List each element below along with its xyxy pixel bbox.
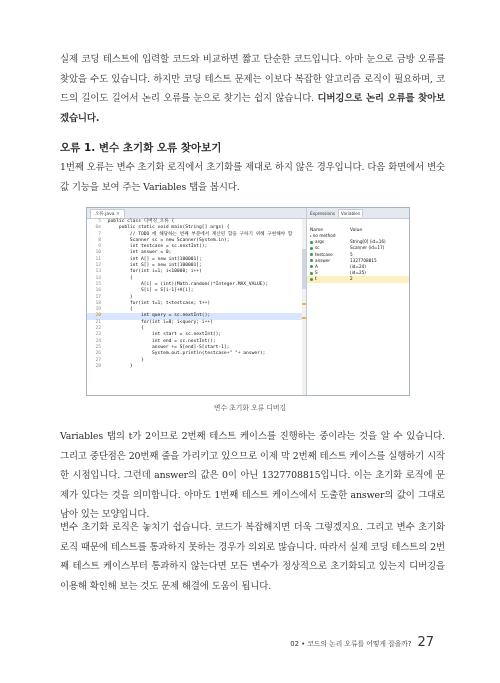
- variable-name: A: [315, 263, 318, 269]
- ruler-marker: [302, 303, 306, 305]
- intro-paragraph: [60, 50, 445, 128]
- paragraph-variables-intro: 1번째 오류는 변수 초기화 로직에서 초기화를 제대로 하지 않은 경우입니다. 다음 화면에서 변숫값 기능을 보여 주는 Variables 탭을 봅시다.: [60, 162, 445, 193]
- editor-tabbar: [87, 208, 306, 219]
- variable-value: (id=25): [350, 270, 366, 276]
- line-number: 14: [95, 275, 101, 281]
- code-text: Scanner sc = new Scanner(System.in);: [105, 237, 230, 243]
- variable-value: Scanner (id=17): [350, 245, 385, 251]
- variables-tabbar: [307, 208, 409, 219]
- page-footer: [290, 635, 434, 650]
- line-number: 9: [98, 244, 101, 250]
- variable-icon: [310, 265, 313, 268]
- debugger-screenshot: [86, 207, 410, 396]
- code-text: S[i] = S[i-1]+A[i];: [105, 288, 194, 294]
- line-number: 8: [98, 237, 101, 243]
- overview-ruler: [302, 219, 306, 395]
- tab-expressions: Expressions: [310, 210, 335, 216]
- intro-bold-text: 디버깅으로 논리 오류를 찾아보겠습니다.: [60, 93, 445, 124]
- variable-icon: [310, 241, 313, 244]
- tab-variables: Variables: [338, 209, 363, 217]
- variable-name: args: [315, 239, 325, 245]
- variable-icon: [310, 253, 313, 256]
- line-number: 6⊖: [95, 225, 101, 231]
- code-text: int A[] = new int[100001];: [105, 256, 202, 262]
- paragraph-analysis: Variables 탭의 t가 2이므로 2번째 테스트 케이스를 진행하는 중이라는 것을 알 수 있습니다. 그리고 중단점은 20번째 줄을 가리키고 있으므로 이제 막 2번째 테스트 케이스를 실행하기 시작한 시점입니다. 그런데 answer의 값은 0이 아닌 1327708815입니다. 이는 초기화 로직에 문제가 있다는 것을 의미합니다. 아마도 1번째 테스트 케이스에서 도출한 answer의 값이 그대로 남아 있는 모양입니다.: [60, 431, 445, 520]
- code-text: int testcase = sc.nextInt();: [105, 244, 208, 250]
- variable-icon: [310, 247, 313, 250]
- variable-name: t: [315, 276, 317, 282]
- code-text: int start = sc.nextInt();: [105, 332, 222, 338]
- line-number: 15: [95, 281, 101, 287]
- page-number: 27: [417, 635, 434, 650]
- code-editor: [87, 208, 307, 395]
- paragraph-advice: 변수 초기화 로직은 놓치기 쉽습니다. 코드가 복잡해지면 더욱 그렇겠지요. 그리고 변수 초기화 로직 때문에 테스트를 통과하지 못하는 경우가 의외로 많습니다. 따라서 실제 코딩 테스트의 2번째 테스트 케이스부터 통과하지 않는다면 모든 변수가 정상적으로 초기화되고 있는지 디버깅을 이용해 확인해 보는 것도 문제 해결에 도움이 됩니다.: [60, 522, 445, 592]
- code-text: int S[] = new int[100001];: [105, 263, 202, 269]
- code-text: public static void main(String[] args) {: [105, 225, 230, 231]
- editor-tab-label: 오류.java: [95, 211, 115, 217]
- variables-list: [307, 233, 409, 283]
- line-number: 20: [95, 313, 101, 319]
- line-number: 17: [95, 294, 101, 300]
- code-text: A[i] = (int)(Math.random()*Integer.MAX_VALUE);: [105, 281, 269, 287]
- line-number: 27: [95, 357, 101, 363]
- variable-icon: [310, 278, 313, 281]
- line-number: 21: [95, 319, 101, 325]
- code-text: }: [105, 357, 144, 363]
- variable-name: S: [315, 270, 318, 276]
- column-name-header: Name: [310, 228, 323, 233]
- line-number: 16: [95, 288, 101, 294]
- line-number: 23: [95, 332, 101, 338]
- code-text: answer += S[end]-S[start-1];: [105, 344, 230, 350]
- line-number: 28: [95, 363, 101, 369]
- close-icon: ✕: [116, 211, 120, 217]
- variable-icon: [310, 272, 313, 275]
- variable-value: 5: [350, 251, 353, 257]
- code-text: for(int t=1; t<testcase; t++): [105, 300, 211, 306]
- variable-name: answer: [315, 257, 331, 263]
- code-text: }: [105, 294, 133, 300]
- variable-value: 1327708815: [350, 257, 377, 263]
- column-value-header: Value: [350, 228, 363, 233]
- code-text: public class 디버깅_오류 {: [105, 219, 175, 224]
- line-number: 11: [95, 256, 101, 262]
- line-number: 25: [95, 344, 101, 350]
- line-number: 24: [95, 338, 101, 344]
- variable-icon: [310, 259, 313, 262]
- code-text: for(int i=0; i<query; i++): [105, 319, 213, 325]
- code-text: int answer = 0;: [105, 250, 172, 256]
- figure-caption: 변수 초기화 오류 디버깅: [213, 404, 287, 412]
- code-text: int query = sc.nextInt();: [105, 313, 211, 319]
- code-text: int end = sc.nextInt();: [105, 338, 216, 344]
- code-text: // TODO 에 해당하는 번째 부분에서 계산된 합을 구하기 위해 구현해야 함: [105, 231, 293, 237]
- variable-value: 2: [350, 276, 353, 282]
- section-heading: 오류 1. 변수 초기화 오류 찾아보기: [60, 142, 222, 154]
- code-lines: [87, 219, 306, 370]
- line-number: 19: [95, 307, 101, 313]
- variable-value: String[0] (id=16): [350, 239, 386, 245]
- chapter-title: 02 • 코드의 논리 오류를 어떻게 잡을까?: [290, 640, 412, 648]
- line-number: 26: [95, 351, 101, 357]
- code-text: for(int i=1; i<10000; i++): [105, 269, 202, 275]
- code-text: {: [105, 307, 133, 313]
- editor-tab: [90, 209, 125, 218]
- code-text: {: [105, 275, 133, 281]
- expand-icon: ▸: [310, 234, 312, 238]
- variable-name-cell: [310, 276, 350, 282]
- line-number: 5: [98, 219, 101, 224]
- variable-name: no method: [312, 233, 336, 238]
- variable-name: testcase: [315, 251, 333, 257]
- line-number: 22: [95, 326, 101, 332]
- line-number: 12: [95, 263, 101, 269]
- ruler-marker: [302, 317, 306, 319]
- variable-value: (id=24): [350, 263, 366, 269]
- code-line: [87, 364, 306, 370]
- intro-text: 실제 코딩 테스트에 입력할 코드와 비교하면 짧고 단순한 코드입니다. 아마 눈으로 금방 오류를 찾았을 수도 있습니다. 하지만 코딩 테스트 문제는 이보다 복잡한 알고리즘 로직이 필요하며, 코드의 길이도 길어서 논리 오류를 눈으로 찾기는 쉽지 않습니다.: [60, 54, 445, 104]
- variable-name: sc: [315, 245, 320, 251]
- code-text: System.out.println(testcase+" "+ answer);: [105, 351, 266, 357]
- line-number: 18: [95, 300, 101, 306]
- line-number: 13: [95, 269, 101, 275]
- code-text: }: [105, 363, 133, 369]
- code-text: {: [105, 326, 144, 332]
- line-number: 10: [95, 250, 101, 256]
- line-number: 7: [98, 231, 101, 237]
- variable-row[interactable]: [307, 276, 409, 282]
- variables-panel: [307, 208, 409, 395]
- scrollbar-thumb: [302, 249, 306, 289]
